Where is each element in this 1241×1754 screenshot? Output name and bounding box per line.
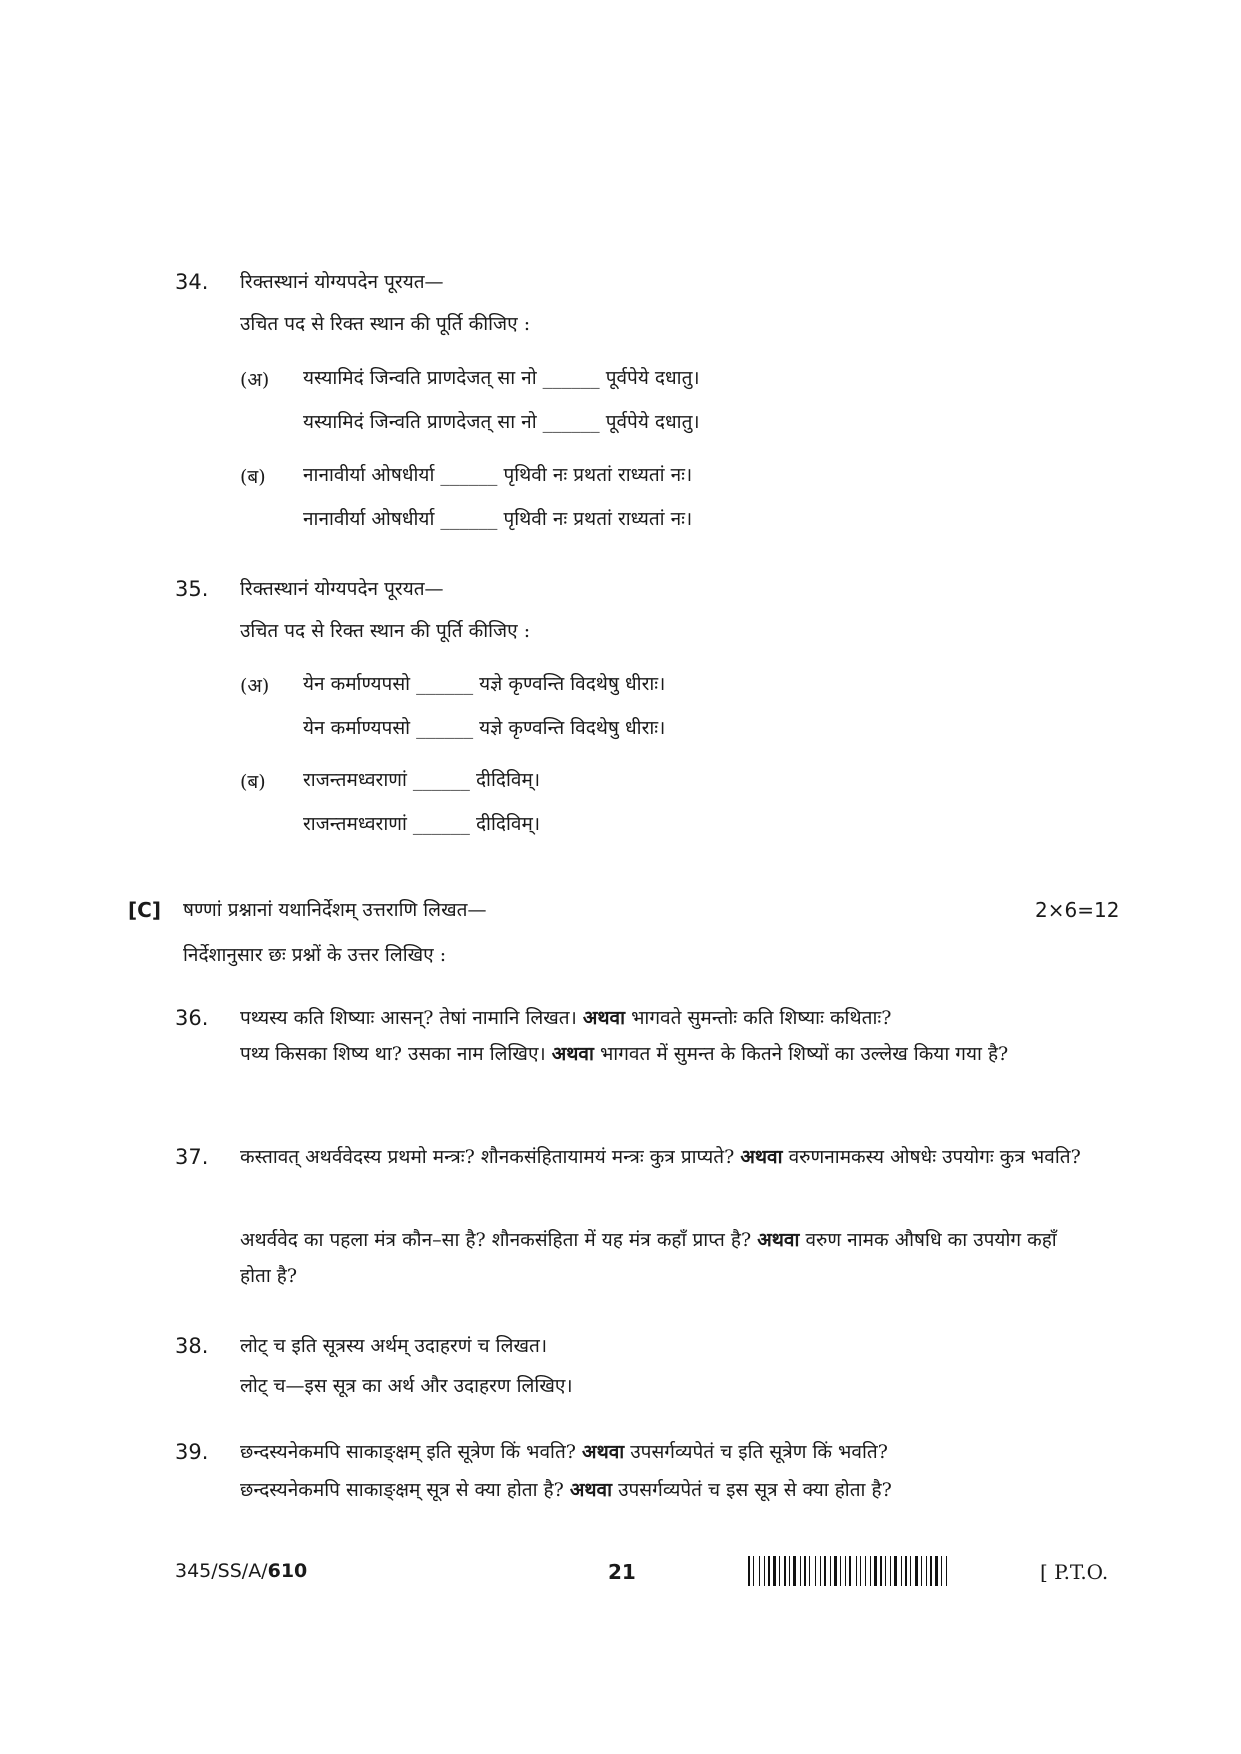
q36-number: 36. [175, 1006, 209, 1030]
q35-number: 35. [175, 577, 209, 601]
q35-b-line1: राजन्तमध्वराणां ______ दीदिविम्। [303, 769, 541, 791]
q38-number: 38. [175, 1334, 209, 1358]
q35-hindi-instruction: उचित पद से रिक्त स्थान की पूर्ति कीजिए : [240, 620, 531, 642]
barcode-bar [933, 1556, 934, 1586]
barcode-bar [865, 1556, 866, 1586]
barcode-bar [748, 1556, 750, 1586]
q37-sanskrit-part-a: कस्तावत् अथर्ववेदस्य प्रथमो मन्त्रः? शौनकसंहितायामयं मन्त्रः कुत्र प्राप्यते? [240, 1146, 735, 1168]
q37-or-hindi: अथवा [757, 1229, 800, 1251]
barcode-bar [766, 1556, 767, 1586]
q35-a-line1: येन कर्माण्यपसो ______ यज्ञे कृण्वन्ति विदथेषु धीराः। [303, 673, 666, 695]
section-c-hindi-instruction: निर्देशानुसार छः प्रश्नों के उत्तर लिखिए : [183, 944, 447, 966]
barcode-bar [894, 1556, 897, 1586]
q39-or-sanskrit: अथवा [582, 1441, 625, 1463]
barcode-bar [921, 1556, 922, 1586]
barcode-bar [845, 1556, 846, 1586]
barcode-bar [941, 1556, 942, 1586]
q37-sanskrit [240, 1139, 1090, 1175]
barcode-bar [838, 1556, 839, 1586]
barcode-bar [901, 1556, 902, 1586]
barcode-bar [759, 1556, 760, 1586]
barcode-bar [930, 1556, 932, 1586]
barcode-bar [793, 1556, 796, 1586]
q39-sanskrit-part-a: छन्दस्यनेकमपि साकाङ्क्षम् इति सूत्रेण किं भवति? [240, 1441, 576, 1463]
barcode-bar [946, 1556, 947, 1586]
paper-code-number: 610 [267, 1560, 308, 1582]
q34-a-line1: यस्यामिदं जिन्वति प्राणदेजत् सा नो ______ पूर्वपेये दधातु। [303, 367, 700, 389]
q39-hindi-part-b: उपसर्गव्यपेतं च इस सूत्र से क्या होता है? [618, 1479, 892, 1501]
q35-b-label: (ब) [240, 771, 266, 793]
barcode-bar [885, 1556, 886, 1586]
barcode-bar [804, 1556, 806, 1586]
q38-sanskrit: लोट् च इति सूत्रस्य अर्थम् उदाहरणं च लिखत। [240, 1335, 548, 1357]
barcode-bar [777, 1556, 778, 1586]
barcode-bar [832, 1556, 833, 1586]
section-c-label: [C] [128, 898, 161, 922]
barcode-bar [751, 1556, 752, 1586]
barcode-bar [883, 1556, 884, 1586]
barcode-bar [787, 1556, 788, 1586]
barcode-bar [764, 1556, 765, 1586]
barcode-bar [773, 1556, 776, 1586]
q39-hindi-part-a: छन्दस्यनेकमपि साकाङ्क्षम् सूत्र से क्या होता है? [240, 1479, 564, 1501]
barcode-bar [923, 1556, 925, 1586]
q39-hindi [240, 1478, 892, 1502]
q37-hindi-part-a: अथर्ववेद का पहला मंत्र कौन–सा है? शौनकसंहिता में यह मंत्र कहाँ प्राप्त है? [240, 1229, 752, 1251]
barcode-bar [908, 1556, 909, 1586]
barcode-bar [948, 1556, 950, 1586]
q34-hindi-instruction: उचित पद से रिक्त स्थान की पूर्ति कीजिए : [240, 313, 531, 335]
barcode-bar [928, 1556, 929, 1586]
barcode-bar [926, 1556, 927, 1586]
q38-hindi: लोट् च—इस सूत्र का अर्थ और उदाहरण लिखिए। [240, 1375, 573, 1397]
q34-b-label: (ब) [240, 466, 266, 488]
q36-or-sanskrit: अथवा [582, 1007, 626, 1029]
q35-sanskrit-instruction: रिक्तस्थानं योग्यपदेन पूरयत— [240, 578, 444, 600]
barcode-bar [817, 1556, 819, 1586]
barcode-bar [779, 1556, 780, 1586]
barcode-bar [890, 1556, 891, 1586]
barcode-bar [867, 1556, 869, 1586]
barcode-bar [862, 1556, 864, 1586]
barcode-bar [878, 1556, 879, 1586]
barcode-bar [789, 1556, 790, 1586]
barcode-bar [939, 1556, 940, 1586]
barcode-bar [858, 1556, 859, 1586]
barcode-bar [771, 1556, 772, 1586]
barcode-bar [807, 1556, 808, 1586]
barcode-icon [748, 1556, 1038, 1586]
q37-number: 37. [175, 1145, 209, 1169]
q36-sanskrit [240, 1006, 891, 1030]
q37-sanskrit-part-b: वरुणनामकस्य ओषधेः उपयोगः कुत्र भवति? [788, 1146, 1081, 1168]
barcode-bar [852, 1556, 855, 1586]
q37-or-sanskrit: अथवा [740, 1146, 783, 1168]
section-c-marks: 2×6=12 [1035, 898, 1120, 922]
barcode-bar [887, 1556, 889, 1586]
barcode-bar [761, 1556, 763, 1586]
barcode-bar [849, 1556, 851, 1586]
barcode-bar [809, 1556, 810, 1586]
barcode-bar [827, 1556, 829, 1586]
barcode-bar [912, 1556, 914, 1586]
q36-hindi-part-a: पथ्य किसका शिष्य था? उसका नाम लिखिए। [240, 1043, 546, 1065]
barcode-bar [824, 1556, 826, 1586]
barcode-bar [898, 1556, 900, 1586]
barcode-bar [872, 1556, 873, 1586]
q37-hindi-part-b: वरुण नामक औषधि का उपयोग कहाँ होता है? [240, 1229, 1057, 1287]
barcode-bar [755, 1556, 758, 1586]
barcode-bar [935, 1556, 938, 1586]
barcode-bar [910, 1556, 911, 1586]
page-number: 21 [608, 1560, 636, 1584]
barcode-bar [903, 1556, 904, 1586]
q36-hindi [240, 1036, 1090, 1072]
q36-or-hindi: अथवा [551, 1043, 594, 1065]
barcode-bar [943, 1556, 945, 1586]
barcode-bar [811, 1556, 814, 1586]
q36-hindi-part-b: भागवत में सुमन्त के कितने शिष्यों का उल्लेख किया गया है? [599, 1043, 1009, 1065]
barcode-bar [802, 1556, 803, 1586]
barcode-bar [797, 1556, 799, 1586]
barcode-bar [905, 1556, 907, 1586]
q34-a-line2: यस्यामिदं जिन्वति प्राणदेजत् सा नो ______ पूर्वपेये दधातु। [303, 411, 700, 433]
barcode-bar [860, 1556, 861, 1586]
barcode-bar [840, 1556, 841, 1586]
q34-b-line1: नानावीर्या ओषधीर्या ______ पृथिवी नः प्रथतां राध्यतां नः। [303, 464, 693, 486]
q37-hindi [240, 1222, 1090, 1294]
barcode-bar [842, 1556, 844, 1586]
barcode-bar [856, 1556, 857, 1586]
barcode-bar [830, 1556, 831, 1586]
section-c-sanskrit-instruction: षण्णां प्रश्नानां यथानिर्देशम् उत्तराणि लिखत— [183, 899, 487, 921]
barcode-bar [919, 1556, 920, 1586]
q36-sanskrit-part-a: पथ्यस्य कति शिष्याः आसन्? तेषां नामानि लिखत। [240, 1007, 577, 1029]
pto-label: [ P.T.O. [1040, 1560, 1109, 1584]
barcode-bar [768, 1556, 770, 1586]
q34-number: 34. [175, 270, 209, 294]
q35-a-line2: येन कर्माण्यपसो ______ यज्ञे कृण्वन्ति विदथेषु धीराः। [303, 717, 666, 739]
barcode-bar [753, 1556, 754, 1586]
q36-sanskrit-part-b: भागवते सुमन्तोः कति शिष्याः कथिताः? [631, 1007, 892, 1029]
q34-a-label: (अ) [240, 369, 270, 391]
q34-sanskrit-instruction: रिक्तस्थानं योग्यपदेन पूरयत— [240, 271, 444, 293]
q35-a-label: (अ) [240, 675, 270, 697]
barcode-bar [822, 1556, 823, 1586]
q39-sanskrit-part-b: उपसर्गव्यपेतं च इति सूत्रेण किं भवति? [630, 1441, 888, 1463]
barcode-bar [847, 1556, 848, 1586]
q35-b-line2: राजन्तमध्वराणां ______ दीदिविम्। [303, 813, 541, 835]
barcode-bar [784, 1556, 786, 1586]
barcode-bar [892, 1556, 893, 1586]
q39-number: 39. [175, 1440, 209, 1464]
barcode-bar [880, 1556, 882, 1586]
barcode-bar [815, 1556, 816, 1586]
barcode-bar [874, 1556, 877, 1586]
paper-code-prefix: 345/SS/A/ [175, 1560, 268, 1582]
q39-or-hindi: अथवा [569, 1479, 613, 1501]
q34-b-line2: नानावीर्या ओषधीर्या ______ पृथिवी नः प्रथतां राध्यतां नः। [303, 508, 693, 530]
barcode-bar [915, 1556, 918, 1586]
q39-sanskrit [240, 1440, 888, 1464]
barcode-bar [791, 1556, 792, 1586]
barcode-bar [800, 1556, 801, 1586]
barcode-bar [781, 1556, 783, 1586]
barcode-bar [834, 1556, 837, 1586]
paper-code [175, 1560, 307, 1582]
barcode-bar [870, 1556, 871, 1586]
barcode-bar [820, 1556, 821, 1586]
